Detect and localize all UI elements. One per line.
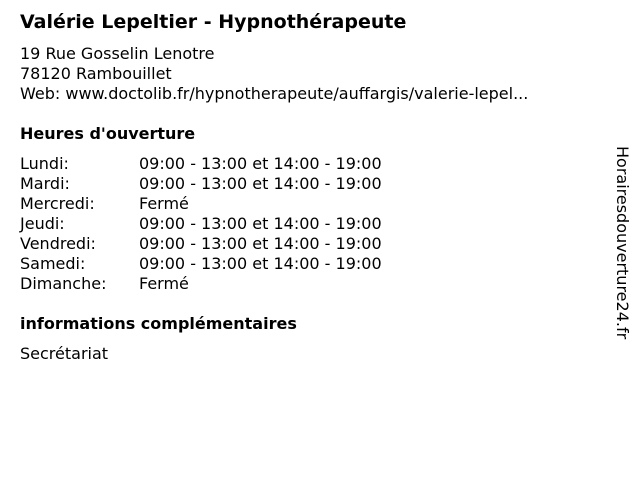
day-label: Jeudi: [20, 214, 65, 233]
opening-hours-heading: Heures d'ouverture [20, 124, 196, 143]
hours-row-sunday [20, 274, 382, 294]
website-link[interactable]: Web: www.doctolib.fr/hypnotherapeute/auffargis/valerie-lepel... [20, 84, 529, 103]
day-label: Lundi: [20, 154, 69, 173]
address-city: 78120 Rambouillet [20, 64, 172, 83]
watermark-text: Horairesdouverture24.fr [613, 146, 632, 340]
hours-row-monday [20, 154, 382, 174]
day-hours: 09:00 - 13:00 et 14:00 - 19:00 [139, 234, 382, 253]
day-label: Vendredi: [20, 234, 96, 253]
hours-row-saturday [20, 254, 382, 274]
day-label: Mercredi: [20, 194, 95, 213]
day-hours: 09:00 - 13:00 et 14:00 - 19:00 [139, 214, 382, 233]
day-hours: Fermé [139, 274, 189, 293]
additional-info-heading: informations complémentaires [20, 314, 297, 333]
hours-row-wednesday [20, 194, 382, 214]
watermark [612, 136, 632, 350]
day-hours: 09:00 - 13:00 et 14:00 - 19:00 [139, 154, 382, 173]
day-label: Dimanche: [20, 274, 107, 293]
day-label: Mardi: [20, 174, 70, 193]
address-block [20, 44, 528, 104]
day-hours: 09:00 - 13:00 et 14:00 - 19:00 [139, 254, 382, 273]
day-label: Samedi: [20, 254, 86, 273]
hours-row-thursday [20, 214, 382, 234]
hours-row-tuesday [20, 174, 382, 194]
hours-row-friday [20, 234, 382, 254]
day-hours: Fermé [139, 194, 189, 213]
additional-info-text: Secrétariat [20, 344, 109, 363]
opening-hours-table [20, 154, 382, 294]
address-street: 19 Rue Gosselin Lenotre [20, 44, 215, 63]
day-hours: 09:00 - 13:00 et 14:00 - 19:00 [139, 174, 382, 193]
page-title: Valérie Lepeltier - Hypnothérapeute [20, 11, 407, 33]
